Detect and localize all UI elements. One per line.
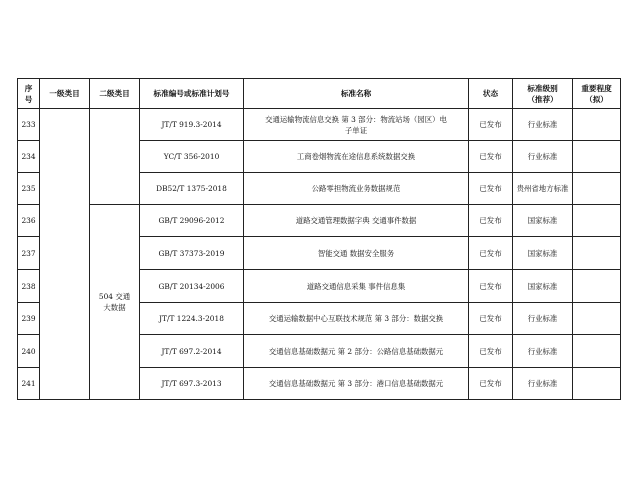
header-standard-code: 标准编号或标准计划号 (140, 79, 244, 109)
cell-standard-code: JT/T 697.2-2014 (140, 335, 244, 368)
cell-category-2-empty (90, 109, 140, 205)
cell-category-2: 504 交通 大数据 (90, 205, 140, 400)
cell-standard-code: JT/T 697.3-2013 (140, 368, 244, 400)
header-category-1: 一级类目 (40, 79, 90, 109)
cell-standard-name: 交通信息基础数据元 第 3 部分：港口信息基础数据元 (244, 368, 469, 400)
cell-status: 已发布 (469, 109, 513, 141)
cell-importance (573, 335, 621, 368)
cell-status: 已发布 (469, 173, 513, 205)
cell-importance (573, 237, 621, 270)
cell-standard-code: GB/T 20134-2006 (140, 270, 244, 303)
cell-seq: 235 (18, 173, 40, 205)
cell-standard-code: YC/T 356-2010 (140, 141, 244, 173)
cell-status: 已发布 (469, 335, 513, 368)
header-status: 状态 (469, 79, 513, 109)
cell-level: 行业标准 (513, 368, 573, 400)
cell-importance (573, 173, 621, 205)
cell-standard-name: 交通运输物流信息交换 第 3 部分：物流站场（园区）电子单证 (244, 109, 469, 141)
table-row (18, 205, 621, 237)
cell-category-1 (40, 109, 90, 400)
cell-standard-code: JT/T 1224.3-2018 (140, 303, 244, 335)
header-row (18, 79, 621, 109)
cell-importance (573, 141, 621, 173)
cell-standard-name: 工商卷烟物流在途信息系统数据交换 (244, 141, 469, 173)
table-row (18, 109, 621, 141)
header-level: 标准级别 （推荐） (513, 79, 573, 109)
cell-level: 行业标准 (513, 303, 573, 335)
cell-status: 已发布 (469, 237, 513, 270)
cell-importance (573, 109, 621, 141)
cell-status: 已发布 (469, 368, 513, 400)
cell-seq: 237 (18, 237, 40, 270)
cell-level: 国家标准 (513, 270, 573, 303)
cell-level: 国家标准 (513, 205, 573, 237)
cell-status: 已发布 (469, 205, 513, 237)
cell-standard-name: 交通运输数据中心互联技术规范 第 3 部分：数据交换 (244, 303, 469, 335)
cell-importance (573, 368, 621, 400)
cell-status: 已发布 (469, 303, 513, 335)
cell-status: 已发布 (469, 141, 513, 173)
cell-standard-code: GB/T 37373-2019 (140, 237, 244, 270)
header-category-2: 二级类目 (90, 79, 140, 109)
cell-level: 行业标准 (513, 141, 573, 173)
cell-level: 行业标准 (513, 335, 573, 368)
cell-seq: 241 (18, 368, 40, 400)
standards-table (17, 78, 621, 400)
cell-standard-name: 道路交通信息采集 事件信息集 (244, 270, 469, 303)
cell-importance (573, 303, 621, 335)
cell-standard-code: JT/T 919.3-2014 (140, 109, 244, 141)
cell-level: 行业标准 (513, 109, 573, 141)
standards-table-page (17, 78, 621, 400)
header-seq: 序 号 (18, 79, 40, 109)
header-standard-name: 标准名称 (244, 79, 469, 109)
cell-standard-name: 公路零担物流业务数据规范 (244, 173, 469, 205)
cell-seq: 239 (18, 303, 40, 335)
cell-standard-code: GB/T 29096-2012 (140, 205, 244, 237)
cell-level: 贵州省地方标准 (513, 173, 573, 205)
cell-seq: 233 (18, 109, 40, 141)
cell-standard-code: DB52/T 1375-2018 (140, 173, 244, 205)
cell-level: 国家标准 (513, 237, 573, 270)
cell-importance (573, 205, 621, 237)
cell-importance (573, 270, 621, 303)
cell-seq: 240 (18, 335, 40, 368)
cell-standard-name: 交通信息基础数据元 第 2 部分：公路信息基础数据元 (244, 335, 469, 368)
cell-standard-name: 智能交通 数据安全服务 (244, 237, 469, 270)
cell-standard-name: 道路交通管理数据字典 交通事件数据 (244, 205, 469, 237)
cell-seq: 236 (18, 205, 40, 237)
cell-seq: 234 (18, 141, 40, 173)
cell-seq: 238 (18, 270, 40, 303)
cell-status: 已发布 (469, 270, 513, 303)
header-importance: 重要程度 （拟） (573, 79, 621, 109)
